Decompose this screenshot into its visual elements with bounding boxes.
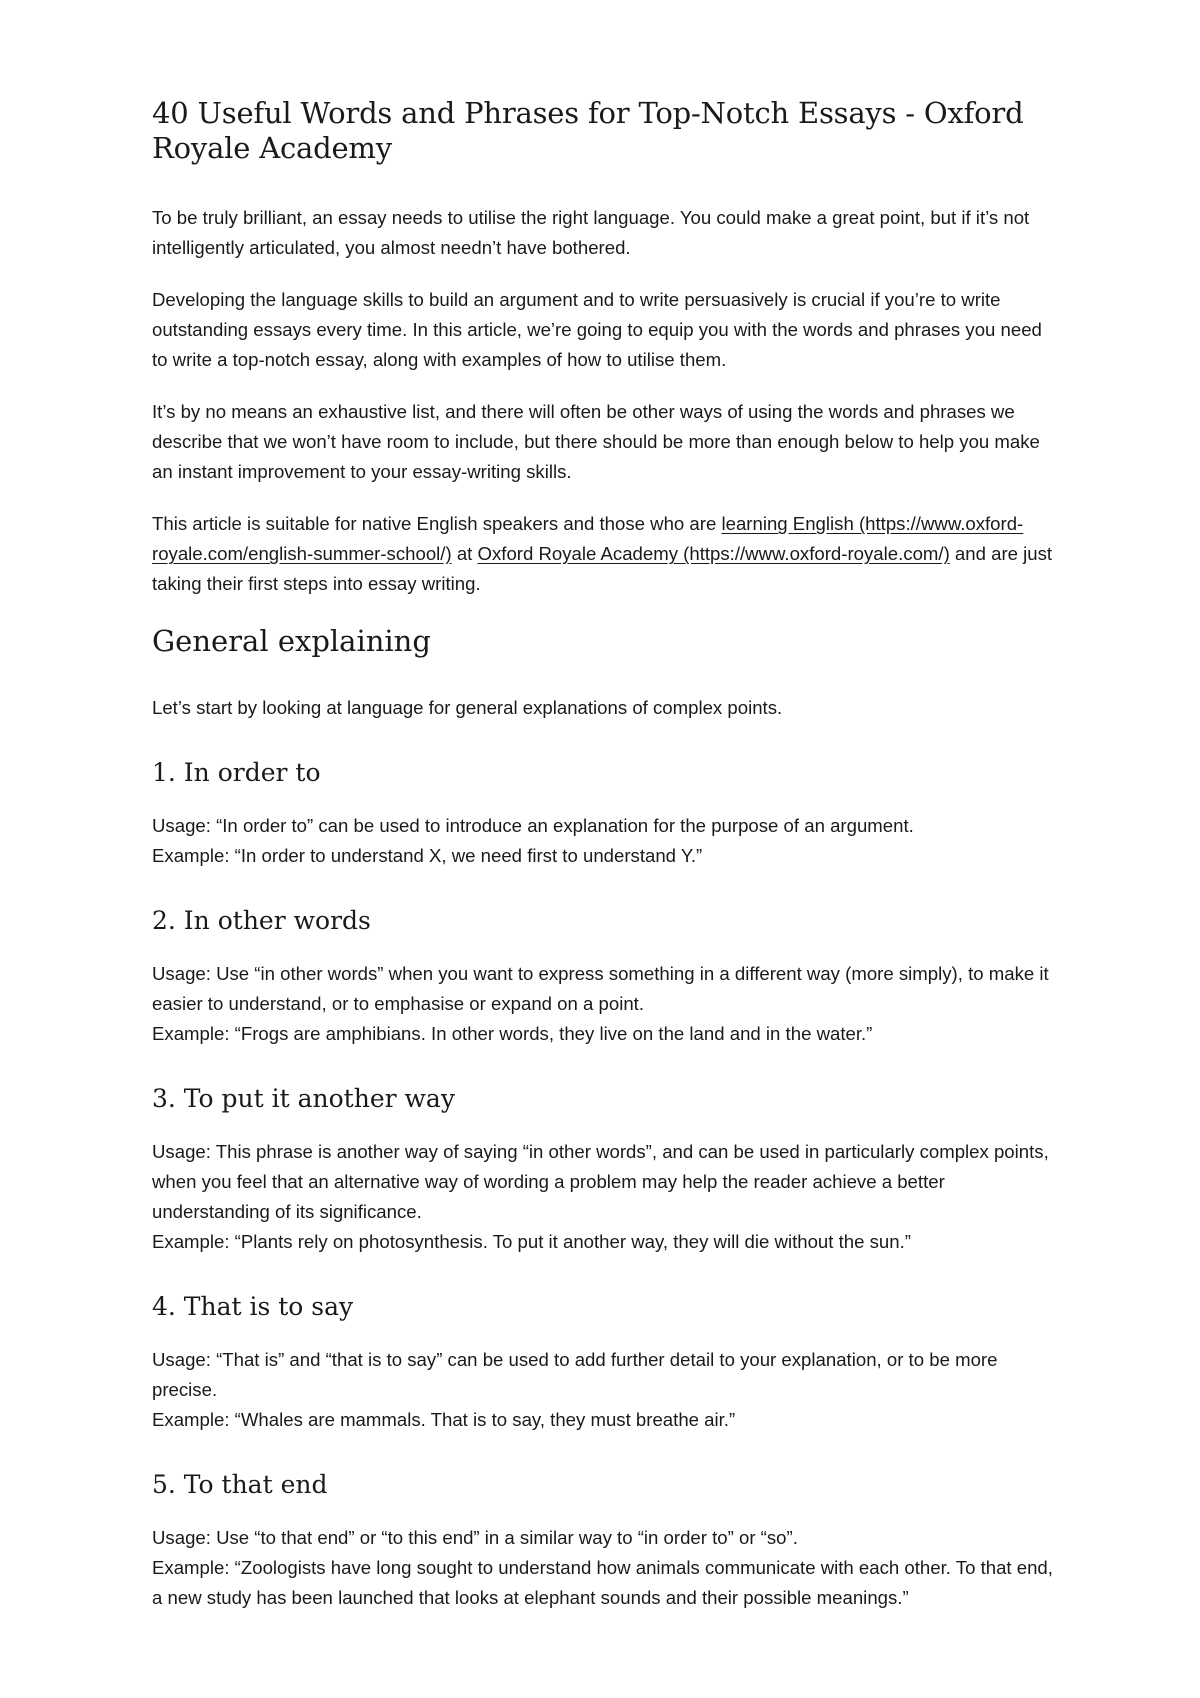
article — [152, 96, 1062, 1635]
item-heading: 4. That is to say — [152, 1292, 354, 1321]
item-usage: Usage: “In order to” can be used to introduce an explanation for the purpose of an argument. — [152, 815, 914, 836]
learning-english-link[interactable]: learning English (https://www.oxford-royale.com/english-summer-school/) — [152, 513, 1024, 564]
page-title: 40 Useful Words and Phrases for Top-Notch Essays - Oxford Royale Academy — [152, 96, 1024, 165]
item-example: Example: “Plants rely on photosynthesis. To put it another way, they will die without the sun.” — [152, 1231, 911, 1252]
intro-paragraph-3: It’s by no means an exhaustive list, and there will often be other ways of using the words and phrases we describe that we won’t have room to include, but there should be more than enough below to help you make an instant improvement to your essay-writing skills. — [152, 401, 1040, 482]
item-body — [152, 1345, 1062, 1435]
intro-paragraph-2: Developing the language skills to build an argument and to write persuasively is crucial if you’re to write outstanding essays every time. In this article, we’re going to equip you with the words and phrases you need to write a top-notch essay, along with examples of how to utilise them. — [152, 289, 1042, 370]
intro-p4-text-after: and are just taking their first steps into essay writing. — [152, 543, 1053, 594]
item-example: Example: “Frogs are amphibians. In other words, they live on the land and in the water.” — [152, 1023, 873, 1044]
item-example: Example: “Zoologists have long sought to understand how animals communicate with each other. To that end, a new study has been launched that looks at elephant sounds and their possible meanings.” — [152, 1557, 1053, 1608]
item-usage: Usage: Use “to that end” or “to this end” in a similar way to “in order to” or “so”. — [152, 1527, 798, 1548]
item-body — [152, 811, 1062, 871]
item-example: Example: “Whales are mammals. That is to say, they must breathe air.” — [152, 1409, 736, 1430]
item-usage: Usage: “That is” and “that is to say” can be used to add further detail to your explanation, or to be more precise. — [152, 1349, 998, 1400]
intro-paragraph-4 — [152, 509, 1062, 599]
intro-p4-text-before: This article is suitable for native English speakers and those who are — [152, 513, 722, 534]
item-body — [152, 1137, 1062, 1257]
item-body — [152, 1523, 1062, 1613]
item-usage: Usage: Use “in other words” when you want to express something in a different way (more simply), to make it easier to understand, or to emphasise or expand on a point. — [152, 963, 1049, 1014]
item-heading: 5. To that end — [152, 1470, 328, 1499]
section-intro: Let’s start by looking at language for general explanations of complex points. — [152, 697, 783, 718]
intro-paragraph-1: To be truly brilliant, an essay needs to utilise the right language. You could make a great point, but if it’s not intelligently articulated, you almost needn’t have bothered. — [152, 207, 1030, 258]
section-heading: General explaining — [152, 624, 431, 658]
oxford-royale-academy-link[interactable]: Oxford Royale Academy (https://www.oxford-royale.com/) — [477, 543, 950, 564]
item-example: Example: “In order to understand X, we need first to understand Y.” — [152, 845, 703, 866]
item-body — [152, 959, 1062, 1049]
intro-p4-text-middle: at — [451, 543, 478, 564]
item-heading: 3. To put it another way — [152, 1084, 455, 1113]
item-heading: 1. In order to — [152, 758, 321, 787]
item-heading: 2. In other words — [152, 906, 371, 935]
item-usage: Usage: This phrase is another way of saying “in other words”, and can be used in particularly complex points, when you feel that an alternative way of wording a problem may help the reader achieve a better understanding of its significance. — [152, 1141, 1049, 1222]
